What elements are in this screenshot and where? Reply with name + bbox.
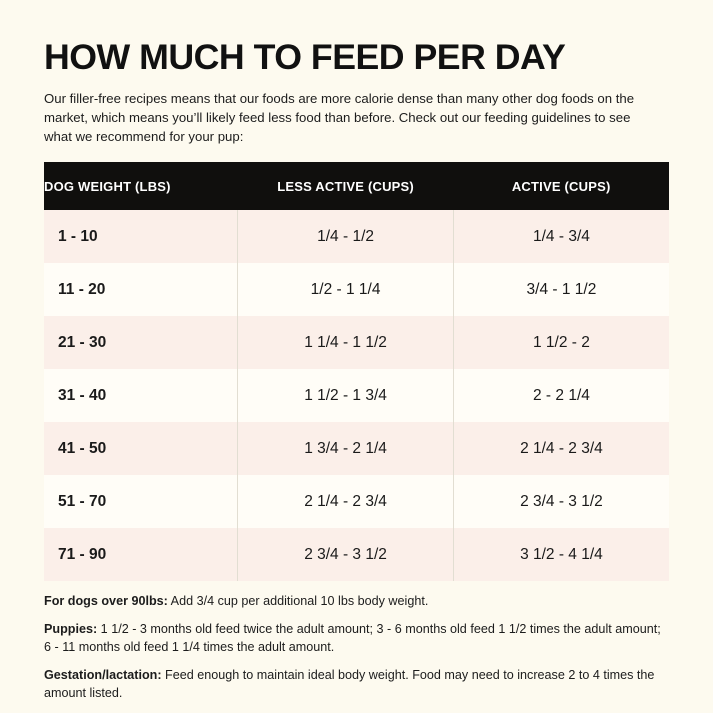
page-title: HOW MUCH TO FEED PER DAY (44, 38, 566, 77)
intro-paragraph: Our filler-free recipes means that our foods are more calorie dense than many other dog foods on the market, which means you’ll likely feed less food than before. Check out our feeding guidelines to see what we recommend for your pup: (44, 90, 635, 145)
note-label: Puppies: (44, 622, 98, 637)
cell-less-active: 1 3/4 - 2 1/4 (238, 422, 454, 475)
cell-dog-weight: 71 - 90 (44, 528, 238, 581)
table-row (44, 422, 669, 475)
table-row (44, 210, 669, 263)
note-text: Feed enough to maintain ideal body weight. Food may need to increase 2 to 4 times the amount listed. (44, 667, 655, 700)
cell-active: 3 1/2 - 4 1/4 (453, 528, 669, 581)
note-over-90lbs (44, 593, 664, 611)
table-header (44, 162, 669, 210)
cell-less-active: 2 1/4 - 2 3/4 (238, 475, 454, 528)
cell-less-active: 1 1/4 - 1 1/2 (238, 316, 454, 369)
table-row (44, 316, 669, 369)
table-row (44, 263, 669, 316)
table-row (44, 369, 669, 422)
notes-section (44, 593, 669, 702)
column-header-less-active: LESS ACTIVE (CUPS) (238, 162, 454, 210)
feeding-guidelines-table (44, 162, 669, 581)
cell-less-active: 1/2 - 1 1/4 (238, 263, 454, 316)
cell-dog-weight: 31 - 40 (44, 369, 238, 422)
note-puppies (44, 621, 664, 657)
cell-active: 1/4 - 3/4 (453, 210, 669, 263)
table-row (44, 528, 669, 581)
note-gestation-lactation (44, 667, 664, 703)
column-header-dog-weight: DOG WEIGHT (LBS) (44, 162, 238, 210)
cell-active: 3/4 - 1 1/2 (453, 263, 669, 316)
cell-dog-weight: 11 - 20 (44, 263, 238, 316)
cell-active: 2 - 2 1/4 (453, 369, 669, 422)
note-label: Gestation/lactation: (44, 667, 162, 682)
cell-active: 2 3/4 - 3 1/2 (453, 475, 669, 528)
cell-dog-weight: 51 - 70 (44, 475, 238, 528)
cell-dog-weight: 41 - 50 (44, 422, 238, 475)
cell-active: 2 1/4 - 2 3/4 (453, 422, 669, 475)
cell-active: 1 1/2 - 2 (453, 316, 669, 369)
cell-less-active: 1 1/2 - 1 3/4 (238, 369, 454, 422)
column-header-active: ACTIVE (CUPS) (453, 162, 669, 210)
cell-dog-weight: 21 - 30 (44, 316, 238, 369)
note-label: For dogs over 90lbs: (44, 594, 168, 609)
cell-less-active: 2 3/4 - 3 1/2 (238, 528, 454, 581)
cell-less-active: 1/4 - 1/2 (238, 210, 454, 263)
table-row (44, 475, 669, 528)
note-text: Add 3/4 cup per additional 10 lbs body weight. (167, 594, 429, 609)
cell-dog-weight: 1 - 10 (44, 210, 238, 263)
table-header-row (44, 162, 669, 210)
table-body (44, 210, 669, 581)
note-text: 1 1/2 - 3 months old feed twice the adult amount; 3 - 6 months old feed 1 1/2 times the adult amount; 6 - 11 months old feed 1 1/4 times the adult amount. (44, 622, 661, 654)
